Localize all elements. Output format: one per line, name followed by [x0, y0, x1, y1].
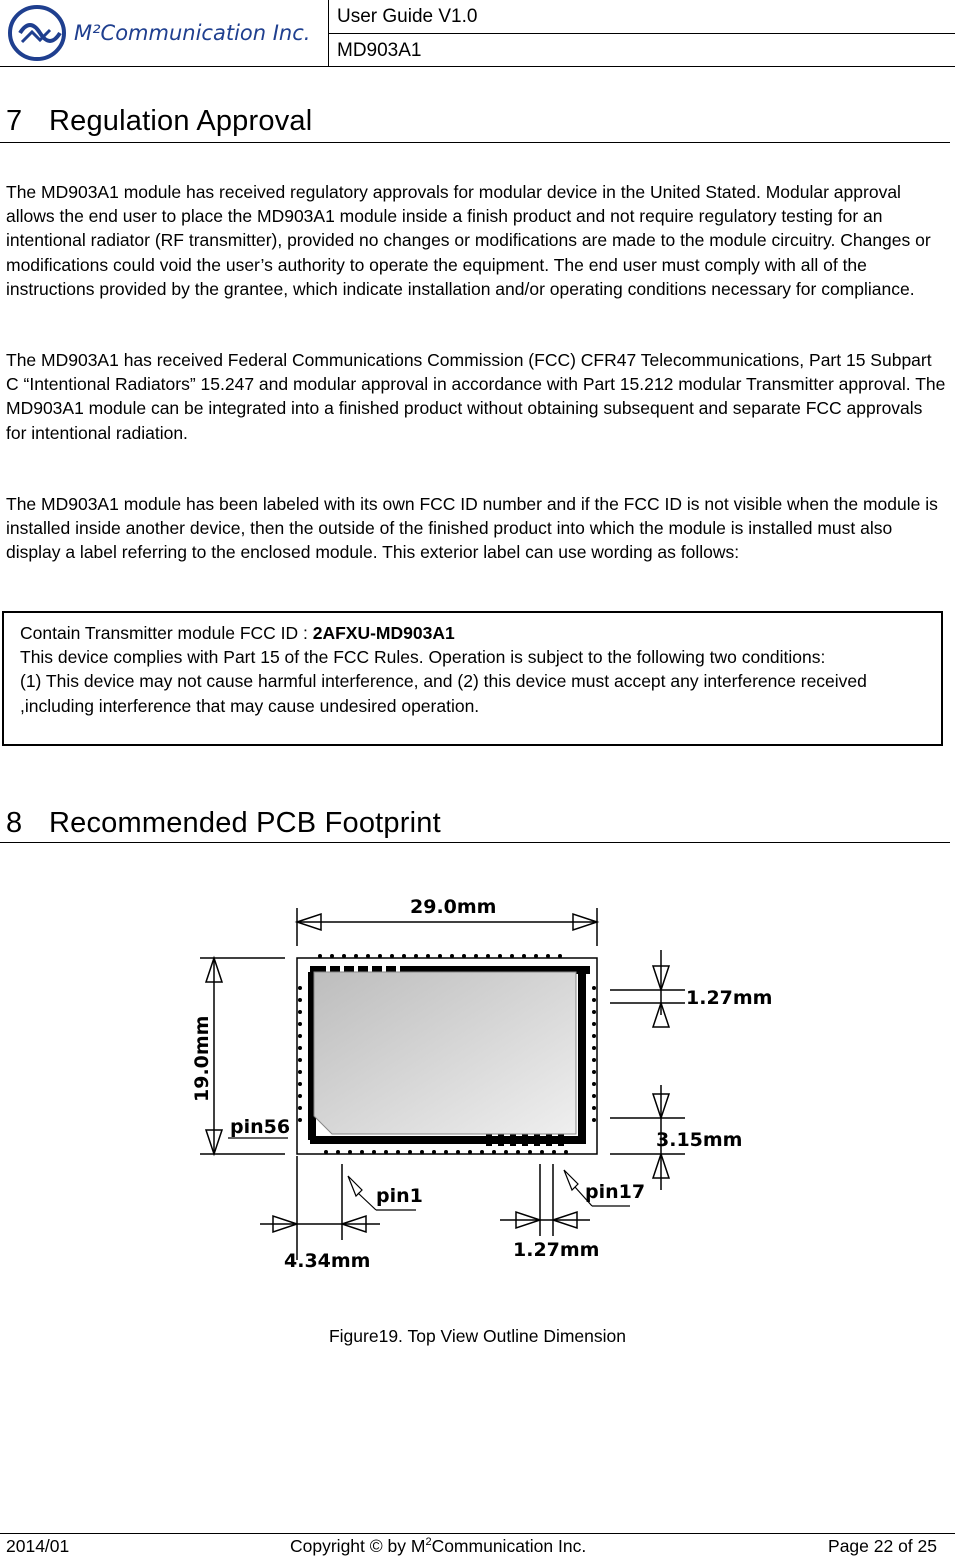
pitch-dimension-top	[610, 950, 685, 1027]
copyright-suffix: Communication Inc.	[431, 1536, 587, 1556]
guide-version: User Guide V1.0	[337, 6, 478, 27]
left-offset-label: 4.34mm	[284, 1250, 371, 1272]
section-number: 7	[6, 105, 23, 137]
figure-caption: Figure19. Top View Outline Dimension	[328, 1326, 626, 1346]
section-7-heading	[6, 105, 312, 138]
logo-company-name: M²Communication Inc.	[74, 21, 311, 45]
fcc-label-box	[2, 611, 943, 746]
heading-rule	[0, 842, 950, 843]
pitch-label-bottom: 1.27mm	[513, 1239, 600, 1261]
paragraph: The MD903A1 has received Federal Communications Commission (FCC) CFR47 Telecommunications, Part 15 Subpart C “Intentional Radiators” 15.247 and modular approval in accordance with Part 15.212 modular Transmitter approval. The MD903A1 module can be integrated into a finished product without obtaining subsequent and separate FCC approvals for intentional radiation.	[6, 350, 946, 443]
section-number: 8	[6, 807, 23, 839]
copyright-prefix: Copyright © by M	[290, 1536, 426, 1556]
left-offset-dimension	[260, 1156, 380, 1260]
paragraph: The MD903A1 module has been labeled with its own FCC ID number and if the FCC ID is not visible when the module is installed inside another device, then the outside of the finished product into which the module is installed must also display a label referring to the enclosed module. This exterior label can use wording as follows:	[6, 494, 938, 563]
pin56-label: pin56	[230, 1116, 291, 1138]
width-label: 29.0mm	[410, 896, 497, 918]
section-8-heading	[6, 807, 441, 840]
section-title: Recommended PCB Footprint	[49, 807, 441, 839]
model-number: MD903A1	[337, 40, 422, 61]
footer-rule	[0, 1533, 955, 1534]
pin17-label: pin17	[585, 1181, 646, 1203]
header-divider	[328, 33, 955, 34]
offset-label: 3.15mm	[656, 1129, 743, 1151]
heading-rule	[0, 142, 950, 143]
paragraph: The MD903A1 module has received regulatory approvals for modular device in the United Stated. Modular approval allows the end user to place the MD903A1 module inside a finish product and not require regulatory testing for an intentional radiator (RF transmitter), provided no changes or modifications are made to the module circuitry. Changes or modifications could void the user’s authority to operate the equipment. The end user must comply with all of the instructions provided by the grantee, which indicate installation and/or operating conditions necessary for compliance.	[6, 182, 931, 299]
fcc-id: 2AFXU-MD903A1	[312, 623, 455, 643]
copyright-superscript: 2	[425, 1536, 432, 1549]
pcb-footprint-diagram	[180, 880, 780, 1280]
pitch-dimension-bottom	[500, 1164, 590, 1236]
height-label: 19.0mm	[191, 1015, 213, 1102]
fcc-id-prefix: Contain Transmitter module FCC ID :	[20, 623, 313, 643]
pitch-label-top: 1.27mm	[686, 987, 773, 1009]
fcc-compliance-text: This device complies with Part 15 of the FCC Rules. Operation is subject to the following two conditions:	[20, 647, 826, 668]
pin1-label: pin1	[376, 1185, 423, 1207]
section-title: Regulation Approval	[49, 105, 313, 137]
page-number: Page 22 of 25	[828, 1536, 937, 1556]
footer-date: 2014/01	[6, 1536, 70, 1556]
company-logo	[8, 4, 324, 62]
fcc-conditions-text: (1) This device may not cause harmful interference, and (2) this device must accept any interference received ,including interference that may cause undesired operation.	[20, 671, 867, 716]
pad-dots-top	[318, 954, 562, 958]
page-header	[0, 0, 955, 67]
module-body	[314, 972, 576, 1134]
fcc-id-line	[20, 621, 925, 645]
footer-copyright	[290, 1536, 586, 1557]
header-rule	[0, 66, 955, 67]
